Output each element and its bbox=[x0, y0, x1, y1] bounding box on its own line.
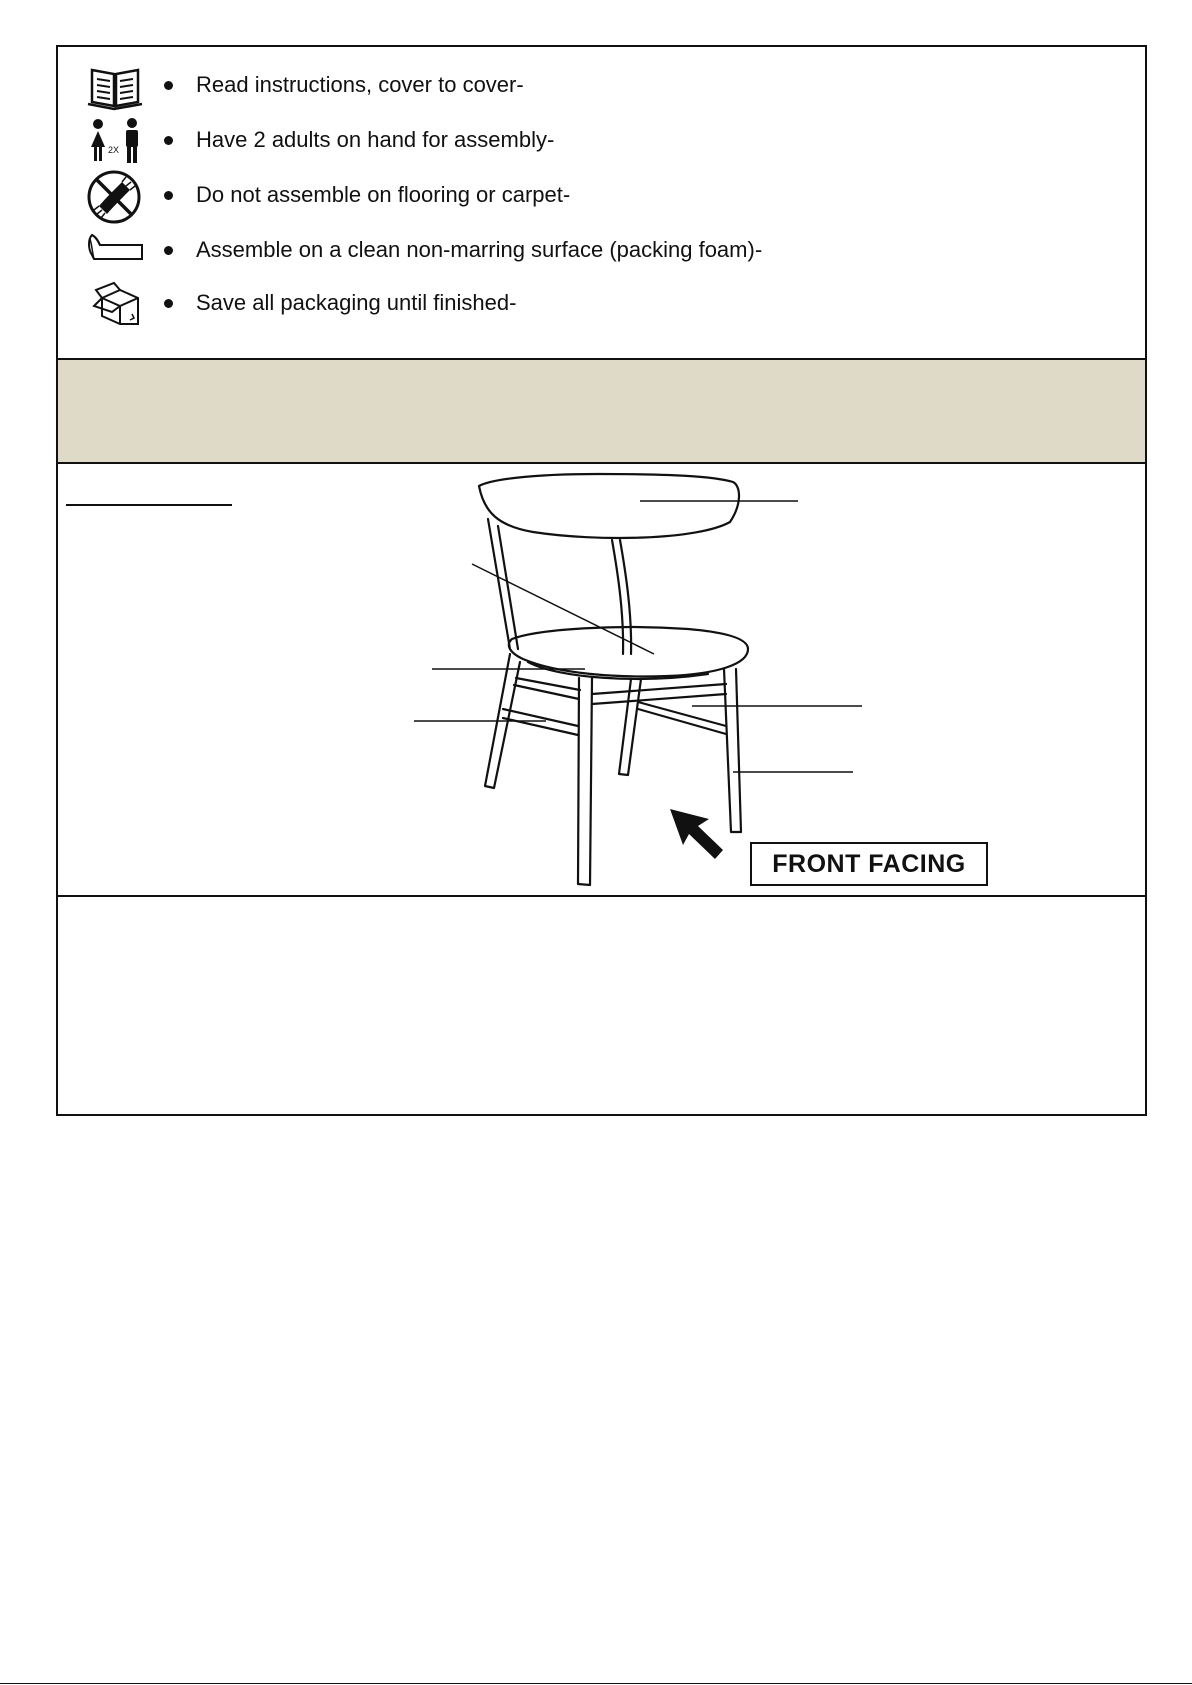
tip-clean-surface bbox=[58, 227, 958, 277]
chair-illustration bbox=[58, 464, 1149, 897]
bullet-point bbox=[164, 136, 173, 145]
bullet-point bbox=[164, 299, 173, 308]
chair-diagram-section bbox=[58, 464, 1145, 897]
tip-save-packaging bbox=[58, 280, 958, 330]
tip-text: Do not assemble on flooring or carpet- bbox=[196, 182, 571, 207]
two-adults-icon bbox=[86, 117, 144, 167]
section-header-band bbox=[58, 360, 1145, 464]
page-footer-rule bbox=[0, 1683, 1192, 1684]
bullet-point bbox=[164, 191, 173, 200]
tip-no-carpet bbox=[58, 172, 958, 222]
front-facing-label-box bbox=[750, 842, 988, 886]
no-carpet-icon bbox=[86, 172, 144, 222]
front-facing-label: FRONT FACING bbox=[772, 850, 966, 878]
tip-text: Save all packaging until finished- bbox=[196, 290, 517, 315]
notes-section bbox=[58, 897, 1145, 1114]
tip-read-instructions bbox=[58, 62, 958, 112]
tip-two-adults bbox=[58, 117, 958, 167]
tip-text: Have 2 adults on hand for assembly- bbox=[196, 127, 555, 152]
tip-text: Assemble on a clean non-marring surface (packing foam)- bbox=[196, 237, 763, 262]
box-icon bbox=[86, 280, 144, 330]
assembly-tips-section bbox=[58, 47, 1145, 360]
tip-text: Read instructions, cover to cover- bbox=[196, 72, 524, 97]
packing-foam-icon bbox=[86, 227, 144, 277]
open-book-icon bbox=[86, 62, 144, 112]
front-arrow-icon bbox=[670, 809, 723, 859]
instruction-sheet-frame bbox=[56, 45, 1147, 1116]
bullet-point bbox=[164, 81, 173, 90]
bullet-point bbox=[164, 246, 173, 255]
two-times-label: 2X bbox=[108, 145, 120, 155]
